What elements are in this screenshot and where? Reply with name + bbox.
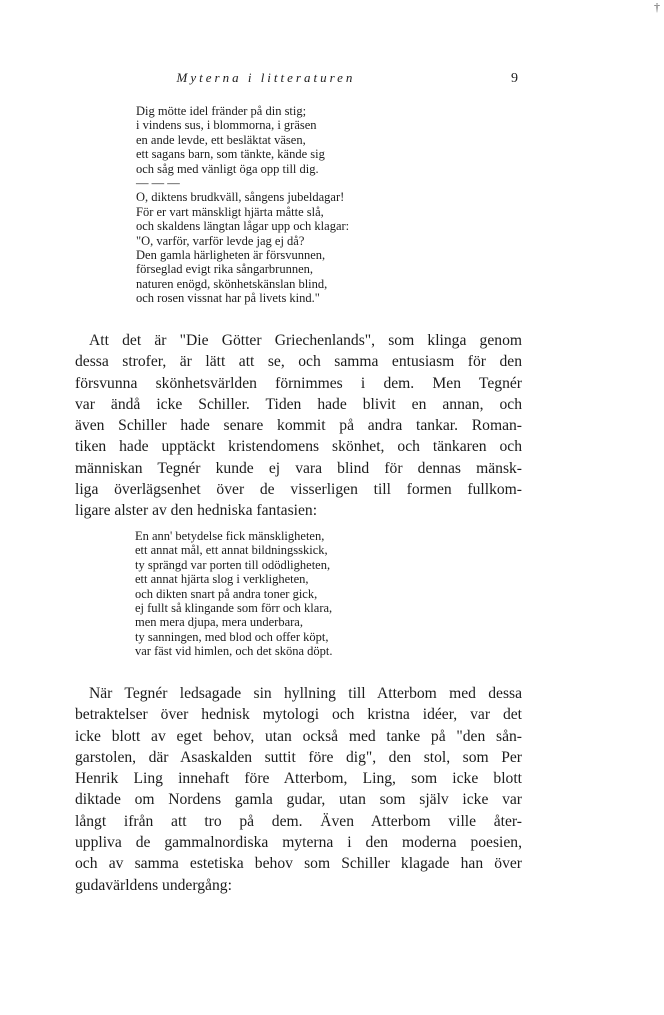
- corner-mark: †: [654, 0, 660, 14]
- paragraph-line: dessa strofer, är lätt att se, och samma entusiasm för den: [75, 353, 522, 371]
- poem-line: i vindens sus, i blommorna, i gräsen: [136, 118, 317, 133]
- poem-line: och skaldens längtan lågar upp och klagar:: [136, 219, 350, 234]
- paragraph-line: långt ifrån att tro på dem. Även Atterbom ville åter-: [75, 812, 522, 830]
- page-number: 9: [511, 71, 518, 86]
- paragraph-line: Henrik Ling innehaft före Atterbom, Ling, som icke blott: [75, 770, 522, 788]
- poem-excerpt-1: [136, 104, 349, 306]
- body-paragraph-2: [75, 683, 522, 896]
- paragraph-line: diktade om Nordens gamla gudar, utan som själv icke var: [75, 791, 522, 809]
- body-paragraph-1: [75, 330, 522, 522]
- paragraph-line: ligare alster av den hedniska fantasien:: [75, 502, 318, 520]
- poem-line: En ann' betydelse fick mänskligheten,: [135, 529, 325, 543]
- paragraph-line: Att det är "Die Götter Griechenlands", som klinga genom: [89, 332, 522, 349]
- poem-line: förseglad evigt rika sångarbrunnen,: [136, 262, 314, 277]
- paragraph-line: När Tegnér ledsagade sin hyllning till Atterbom med dessa: [89, 685, 522, 702]
- poem-line: ett annat mål, ett annat bildningsskick,: [135, 543, 328, 558]
- poem-line: ett annat hjärta slog i verkligheten,: [135, 572, 309, 587]
- poem-line: "O, varför, varför levde jag ej då?: [136, 233, 305, 248]
- paragraph-line: försvunna skönhetsvärlden förnimmes i dem. Men Tegnér: [75, 374, 522, 392]
- poem-line: För er vart mänskligt hjärta måtte slå,: [136, 204, 324, 219]
- running-head: Myterna i litteraturen: [176, 70, 356, 85]
- poem-line: och såg med vänligt öga opp till dig.: [136, 161, 319, 176]
- poem-line: ett sagans barn, som tänkte, kände sig: [136, 147, 325, 162]
- paragraph-line: garstolen, där Asaskalden suttit före dig", den stol, som Per: [75, 748, 522, 766]
- paragraph-line: uppliva de gammalnordiska myterna i den moderna poesien,: [75, 834, 522, 852]
- paragraph-line: gudavärldens undergång:: [75, 876, 232, 894]
- poem-line: var fäst vid himlen, och det sköna döpt.: [135, 644, 333, 659]
- paragraph-line: människan Tegnér kunde ej vara blind för dennas mänsk-: [75, 459, 522, 477]
- poem-line: en ande levde, ett besläktat väsen,: [136, 132, 306, 147]
- poem-separator: — — —: [136, 176, 180, 191]
- paragraph-line: och av samma estetiska behov som Schiller klagade han över: [75, 855, 522, 873]
- paragraph-line: liga överlägsenhet över de visserligen till formen fullkom-: [75, 481, 522, 499]
- poem-line: O, diktens brudkväll, sångens jubeldagar!: [136, 190, 345, 205]
- poem-line: Den gamla härligheten är försvunnen,: [136, 248, 326, 263]
- poem-line: men mera djupa, mera underbara,: [135, 615, 303, 630]
- poem-line: ty sprängd var porten till odödligheten,: [135, 557, 331, 572]
- poem-line: ej fullt så klingande som förr och klara,: [135, 601, 333, 616]
- paragraph-line: tiken hade upptäckt kristendomens skönhet, och tänkaren och: [75, 438, 522, 456]
- paragraph-line: icke blott av eget behov, utan också med tanke på "den sån-: [75, 727, 522, 745]
- paragraph-line: betraktelser över hednisk mytologi och kristna idéer, var det: [75, 706, 522, 724]
- poem-line: och dikten snart på andra toner gick,: [135, 586, 318, 601]
- poem-line: naturen enögd, skönhetskänslan blind,: [136, 276, 328, 291]
- poem-line: och rosen vissnat har på livets kind.": [136, 291, 320, 306]
- poem-line: Dig mötte idel fränder på din stig;: [136, 104, 307, 118]
- paragraph-line: även Schiller hade senare kommit på andra tankar. Roman-: [75, 417, 522, 435]
- poem-excerpt-2: [135, 529, 333, 659]
- paragraph-line: var ändå icke Schiller. Tiden hade blivit en annan, och: [75, 395, 522, 413]
- poem-line: ty sanningen, med blod och offer köpt,: [135, 629, 329, 644]
